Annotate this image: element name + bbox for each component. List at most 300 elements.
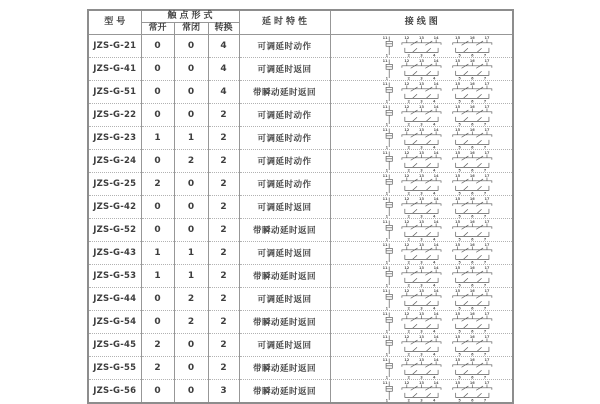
- svg-text:16: 16: [469, 173, 475, 178]
- cell-changeover: 2: [208, 334, 239, 357]
- svg-text:7: 7: [483, 145, 486, 150]
- cell-normally-closed: 0: [174, 219, 208, 242]
- svg-text:14: 14: [433, 334, 439, 339]
- wiring-diagram: [382, 288, 502, 310]
- wiring-diagram: [382, 242, 502, 264]
- cell-normally-closed: 0: [174, 357, 208, 380]
- cell-wiring-diagram: [330, 334, 513, 357]
- cell-wiring-diagram: [330, 288, 513, 311]
- cell-normally-closed: 0: [174, 35, 208, 58]
- wiring-diagram: [382, 334, 502, 356]
- cell-normally-open: 0: [141, 288, 174, 311]
- svg-text:1: 1: [385, 191, 388, 196]
- cell-wiring-diagram: [330, 173, 513, 196]
- svg-text:7: 7: [483, 260, 486, 265]
- svg-text:5: 5: [457, 375, 461, 380]
- svg-text:6: 6: [470, 191, 474, 196]
- cell-changeover: 2: [208, 127, 239, 150]
- cell-normally-closed: 0: [174, 81, 208, 104]
- svg-text:13: 13: [418, 127, 424, 132]
- svg-text:5: 5: [457, 329, 461, 334]
- cell-delay: 带瞬动延时返回: [239, 265, 330, 288]
- cell-normally-closed: 0: [174, 334, 208, 357]
- cell-wiring-diagram: [330, 35, 513, 58]
- svg-text:7: 7: [483, 375, 486, 380]
- svg-text:16: 16: [469, 357, 475, 362]
- cell-normally-open: 0: [141, 380, 174, 404]
- cell-normally-closed: 0: [174, 104, 208, 127]
- header-row-1: [88, 10, 513, 23]
- svg-text:15: 15: [454, 150, 460, 155]
- svg-text:12: 12: [403, 334, 409, 339]
- cell-wiring-diagram: [330, 311, 513, 334]
- wiring-diagram: [382, 357, 502, 379]
- svg-text:2: 2: [407, 237, 410, 242]
- cell-delay: 带瞬动延时返回: [239, 380, 330, 404]
- table-row: [88, 173, 513, 196]
- svg-text:17: 17: [484, 265, 489, 270]
- svg-text:15: 15: [454, 127, 460, 132]
- table-row: [88, 35, 513, 58]
- svg-text:16: 16: [469, 380, 475, 385]
- svg-text:14: 14: [433, 104, 439, 109]
- svg-text:11: 11: [382, 357, 388, 362]
- table-row: [88, 265, 513, 288]
- cell-changeover: 3: [208, 380, 239, 404]
- svg-text:12: 12: [403, 380, 409, 385]
- svg-text:3: 3: [419, 329, 423, 334]
- svg-text:12: 12: [403, 242, 409, 247]
- svg-text:7: 7: [483, 191, 486, 196]
- cell-delay: 可调延时返回: [239, 242, 330, 265]
- svg-text:6: 6: [470, 76, 474, 81]
- svg-text:14: 14: [433, 311, 439, 316]
- svg-text:11: 11: [382, 127, 388, 132]
- wiring-diagram: [382, 219, 502, 241]
- svg-text:15: 15: [454, 196, 460, 201]
- svg-text:2: 2: [407, 306, 410, 311]
- svg-text:1: 1: [385, 398, 388, 403]
- cell-delay: 可调延时返回: [239, 196, 330, 219]
- svg-text:11: 11: [382, 196, 388, 201]
- svg-text:1: 1: [385, 375, 388, 380]
- cell-wiring-diagram: [330, 219, 513, 242]
- svg-text:12: 12: [403, 173, 409, 178]
- cell-wiring-diagram: [330, 196, 513, 219]
- svg-text:17: 17: [484, 334, 489, 339]
- svg-text:13: 13: [418, 58, 424, 63]
- cell-changeover: 2: [208, 219, 239, 242]
- svg-text:16: 16: [469, 311, 475, 316]
- svg-text:11: 11: [382, 219, 388, 224]
- svg-text:2: 2: [407, 352, 410, 357]
- wiring-diagram: [382, 81, 502, 103]
- cell-normally-closed: 1: [174, 242, 208, 265]
- svg-text:11: 11: [382, 380, 388, 385]
- svg-text:6: 6: [470, 306, 474, 311]
- svg-text:13: 13: [418, 311, 424, 316]
- svg-text:12: 12: [403, 288, 409, 293]
- svg-text:1: 1: [385, 214, 388, 219]
- svg-text:2: 2: [407, 329, 410, 334]
- svg-text:4: 4: [432, 260, 435, 265]
- svg-text:14: 14: [433, 380, 439, 385]
- svg-text:12: 12: [403, 35, 409, 40]
- svg-text:13: 13: [418, 81, 424, 86]
- cell-normally-open: 0: [141, 35, 174, 58]
- svg-text:7: 7: [483, 53, 486, 58]
- svg-text:2: 2: [407, 191, 410, 196]
- svg-text:13: 13: [418, 35, 424, 40]
- cell-changeover: 4: [208, 81, 239, 104]
- svg-text:1: 1: [385, 168, 388, 173]
- table-row: [88, 357, 513, 380]
- svg-text:2: 2: [407, 99, 410, 104]
- table-row: [88, 81, 513, 104]
- cell-wiring-diagram: [330, 265, 513, 288]
- spec-table: [87, 9, 514, 404]
- wiring-diagram: [382, 35, 502, 57]
- svg-text:1: 1: [385, 329, 388, 334]
- table-row: [88, 242, 513, 265]
- spec-table-header: [88, 10, 513, 35]
- cell-normally-open: 1: [141, 127, 174, 150]
- svg-text:3: 3: [419, 145, 423, 150]
- svg-text:12: 12: [403, 219, 409, 224]
- svg-text:3: 3: [419, 191, 423, 196]
- svg-text:1: 1: [385, 76, 388, 81]
- svg-text:15: 15: [454, 311, 460, 316]
- svg-text:5: 5: [457, 99, 461, 104]
- svg-text:13: 13: [418, 173, 424, 178]
- cell-delay: 可调延时返回: [239, 334, 330, 357]
- cell-wiring-diagram: [330, 357, 513, 380]
- cell-model: JZS-G-22: [88, 104, 141, 127]
- cell-model: JZS-G-45: [88, 334, 141, 357]
- svg-text:4: 4: [432, 191, 435, 196]
- svg-text:14: 14: [433, 150, 439, 155]
- svg-text:2: 2: [407, 214, 410, 219]
- wiring-diagram: [382, 265, 502, 287]
- svg-text:1: 1: [385, 306, 388, 311]
- svg-text:15: 15: [454, 35, 460, 40]
- svg-text:17: 17: [484, 219, 489, 224]
- svg-text:4: 4: [432, 375, 435, 380]
- svg-text:3: 3: [419, 306, 423, 311]
- svg-text:11: 11: [382, 334, 388, 339]
- svg-text:14: 14: [433, 242, 439, 247]
- svg-text:2: 2: [407, 375, 410, 380]
- svg-text:5: 5: [457, 398, 461, 403]
- svg-text:13: 13: [418, 150, 424, 155]
- svg-text:16: 16: [469, 219, 475, 224]
- cell-model: JZS-G-51: [88, 81, 141, 104]
- svg-text:12: 12: [403, 196, 409, 201]
- svg-text:5: 5: [457, 214, 461, 219]
- svg-text:4: 4: [432, 99, 435, 104]
- svg-text:1: 1: [385, 145, 388, 150]
- cell-normally-open: 0: [141, 58, 174, 81]
- svg-text:13: 13: [418, 242, 424, 247]
- wiring-diagram: [382, 196, 502, 218]
- svg-text:7: 7: [483, 329, 486, 334]
- svg-text:13: 13: [418, 265, 424, 270]
- cell-wiring-diagram: [330, 127, 513, 150]
- header-normally-closed: 常闭: [174, 23, 208, 35]
- svg-text:11: 11: [382, 311, 388, 316]
- svg-text:2: 2: [407, 283, 410, 288]
- svg-text:14: 14: [433, 357, 439, 362]
- cell-delay: 可调延时动作: [239, 173, 330, 196]
- table-row: [88, 219, 513, 242]
- cell-changeover: 2: [208, 173, 239, 196]
- cell-normally-closed: 2: [174, 288, 208, 311]
- svg-text:3: 3: [419, 352, 423, 357]
- svg-text:7: 7: [483, 122, 486, 127]
- svg-text:11: 11: [382, 288, 388, 293]
- cell-model: JZS-G-54: [88, 311, 141, 334]
- table-row: [88, 127, 513, 150]
- svg-text:4: 4: [432, 352, 435, 357]
- svg-text:3: 3: [419, 398, 423, 403]
- cell-normally-open: 0: [141, 219, 174, 242]
- header-normally-open: 常开: [141, 23, 174, 35]
- cell-delay: 带瞬动延时返回: [239, 311, 330, 334]
- svg-text:11: 11: [382, 35, 388, 40]
- svg-text:17: 17: [484, 104, 489, 109]
- svg-text:17: 17: [484, 311, 489, 316]
- cell-normally-closed: 0: [174, 380, 208, 404]
- wiring-diagram: [382, 150, 502, 172]
- cell-model: JZS-G-55: [88, 357, 141, 380]
- svg-text:4: 4: [432, 214, 435, 219]
- svg-text:1: 1: [385, 352, 388, 357]
- cell-model: JZS-G-25: [88, 173, 141, 196]
- table-row: [88, 196, 513, 219]
- svg-text:2: 2: [407, 122, 410, 127]
- cell-wiring-diagram: [330, 104, 513, 127]
- svg-text:15: 15: [454, 242, 460, 247]
- cell-normally-open: 0: [141, 150, 174, 173]
- svg-text:11: 11: [382, 104, 388, 109]
- cell-model: JZS-G-56: [88, 380, 141, 404]
- svg-text:17: 17: [484, 196, 489, 201]
- table-row: [88, 104, 513, 127]
- svg-text:4: 4: [432, 237, 435, 242]
- svg-text:4: 4: [432, 306, 435, 311]
- svg-text:3: 3: [419, 375, 423, 380]
- svg-text:3: 3: [419, 283, 423, 288]
- svg-text:15: 15: [454, 173, 460, 178]
- svg-text:2: 2: [407, 145, 410, 150]
- svg-text:6: 6: [470, 99, 474, 104]
- svg-text:16: 16: [469, 81, 475, 86]
- table-row: [88, 150, 513, 173]
- svg-text:4: 4: [432, 168, 435, 173]
- svg-text:15: 15: [454, 265, 460, 270]
- svg-text:13: 13: [418, 196, 424, 201]
- cell-delay: 带瞬动延时返回: [239, 357, 330, 380]
- cell-normally-open: 2: [141, 334, 174, 357]
- svg-text:4: 4: [432, 122, 435, 127]
- wiring-diagram: [382, 380, 502, 402]
- svg-text:7: 7: [483, 76, 486, 81]
- cell-changeover: 2: [208, 104, 239, 127]
- svg-text:4: 4: [432, 283, 435, 288]
- svg-text:3: 3: [419, 214, 423, 219]
- svg-text:15: 15: [454, 380, 460, 385]
- svg-text:12: 12: [403, 265, 409, 270]
- svg-text:3: 3: [419, 76, 423, 81]
- cell-normally-open: 0: [141, 81, 174, 104]
- svg-text:2: 2: [407, 76, 410, 81]
- svg-text:14: 14: [433, 196, 439, 201]
- cell-normally-closed: 0: [174, 173, 208, 196]
- cell-model: JZS-G-53: [88, 265, 141, 288]
- cell-model: JZS-G-41: [88, 58, 141, 81]
- svg-text:17: 17: [484, 380, 489, 385]
- svg-text:16: 16: [469, 196, 475, 201]
- svg-text:5: 5: [457, 283, 461, 288]
- svg-text:5: 5: [457, 237, 461, 242]
- cell-delay: 可调延时动作: [239, 127, 330, 150]
- svg-text:16: 16: [469, 58, 475, 63]
- svg-text:13: 13: [418, 288, 424, 293]
- cell-changeover: 2: [208, 357, 239, 380]
- svg-text:15: 15: [454, 104, 460, 109]
- cell-model: JZS-G-43: [88, 242, 141, 265]
- svg-text:17: 17: [484, 288, 489, 293]
- svg-text:1: 1: [385, 237, 388, 242]
- svg-text:7: 7: [483, 168, 486, 173]
- svg-text:12: 12: [403, 104, 409, 109]
- svg-text:7: 7: [483, 283, 486, 288]
- wiring-diagram: [382, 58, 502, 80]
- svg-text:1: 1: [385, 122, 388, 127]
- svg-text:6: 6: [470, 168, 474, 173]
- cell-normally-closed: 0: [174, 196, 208, 219]
- spec-table-body: [88, 35, 513, 404]
- cell-changeover: 2: [208, 196, 239, 219]
- svg-text:6: 6: [470, 329, 474, 334]
- svg-text:5: 5: [457, 306, 461, 311]
- svg-text:12: 12: [403, 81, 409, 86]
- svg-text:12: 12: [403, 150, 409, 155]
- svg-text:11: 11: [382, 265, 388, 270]
- svg-text:17: 17: [484, 173, 489, 178]
- svg-text:13: 13: [418, 334, 424, 339]
- cell-normally-closed: 0: [174, 58, 208, 81]
- svg-text:1: 1: [385, 53, 388, 58]
- svg-text:11: 11: [382, 173, 388, 178]
- svg-text:3: 3: [419, 53, 423, 58]
- header-wiring-diagram: 接线图: [330, 10, 513, 35]
- cell-normally-closed: 2: [174, 150, 208, 173]
- cell-normally-open: 2: [141, 357, 174, 380]
- cell-wiring-diagram: [330, 58, 513, 81]
- svg-text:4: 4: [432, 53, 435, 58]
- wiring-diagram: [382, 311, 502, 333]
- cell-normally-closed: 1: [174, 265, 208, 288]
- svg-text:11: 11: [382, 242, 388, 247]
- svg-text:4: 4: [432, 76, 435, 81]
- cell-normally-open: 0: [141, 196, 174, 219]
- svg-text:16: 16: [469, 265, 475, 270]
- svg-text:4: 4: [432, 329, 435, 334]
- svg-text:4: 4: [432, 145, 435, 150]
- svg-text:11: 11: [382, 81, 388, 86]
- svg-text:5: 5: [457, 145, 461, 150]
- svg-text:2: 2: [407, 398, 410, 403]
- table-row: [88, 334, 513, 357]
- svg-text:13: 13: [418, 104, 424, 109]
- svg-text:15: 15: [454, 334, 460, 339]
- svg-text:4: 4: [432, 398, 435, 403]
- svg-text:5: 5: [457, 122, 461, 127]
- cell-delay: 可调延时动作: [239, 104, 330, 127]
- table-row: [88, 288, 513, 311]
- svg-text:17: 17: [484, 242, 489, 247]
- svg-text:6: 6: [470, 283, 474, 288]
- cell-normally-open: 0: [141, 311, 174, 334]
- svg-text:14: 14: [433, 265, 439, 270]
- svg-text:1: 1: [385, 283, 388, 288]
- svg-text:16: 16: [469, 334, 475, 339]
- header-changeover: 转换: [208, 23, 239, 35]
- svg-text:16: 16: [469, 127, 475, 132]
- cell-changeover: 2: [208, 150, 239, 173]
- svg-text:6: 6: [470, 214, 474, 219]
- svg-text:13: 13: [418, 380, 424, 385]
- cell-model: JZS-G-42: [88, 196, 141, 219]
- svg-text:15: 15: [454, 357, 460, 362]
- header-model: 型号: [88, 10, 141, 35]
- cell-changeover: 2: [208, 311, 239, 334]
- svg-text:6: 6: [470, 398, 474, 403]
- cell-wiring-diagram: [330, 242, 513, 265]
- cell-delay: 可调延时动作: [239, 150, 330, 173]
- svg-text:14: 14: [433, 219, 439, 224]
- svg-text:17: 17: [484, 35, 489, 40]
- cell-changeover: 2: [208, 265, 239, 288]
- svg-text:2: 2: [407, 260, 410, 265]
- svg-text:5: 5: [457, 76, 461, 81]
- svg-text:3: 3: [419, 168, 423, 173]
- cell-wiring-diagram: [330, 150, 513, 173]
- svg-text:2: 2: [407, 168, 410, 173]
- cell-changeover: 4: [208, 58, 239, 81]
- svg-text:3: 3: [419, 237, 423, 242]
- cell-model: JZS-G-52: [88, 219, 141, 242]
- cell-normally-open: 1: [141, 242, 174, 265]
- cell-model: JZS-G-23: [88, 127, 141, 150]
- cell-normally-open: 1: [141, 265, 174, 288]
- svg-text:14: 14: [433, 81, 439, 86]
- cell-normally-closed: 2: [174, 311, 208, 334]
- wiring-diagram: [382, 173, 502, 195]
- svg-text:15: 15: [454, 81, 460, 86]
- svg-text:1: 1: [385, 260, 388, 265]
- cell-wiring-diagram: [330, 81, 513, 104]
- svg-text:17: 17: [484, 150, 489, 155]
- svg-text:14: 14: [433, 58, 439, 63]
- cell-delay: 可调延时返回: [239, 58, 330, 81]
- svg-text:14: 14: [433, 127, 439, 132]
- cell-model: JZS-G-44: [88, 288, 141, 311]
- svg-text:5: 5: [457, 191, 461, 196]
- svg-text:11: 11: [382, 150, 388, 155]
- cell-normally-closed: 1: [174, 127, 208, 150]
